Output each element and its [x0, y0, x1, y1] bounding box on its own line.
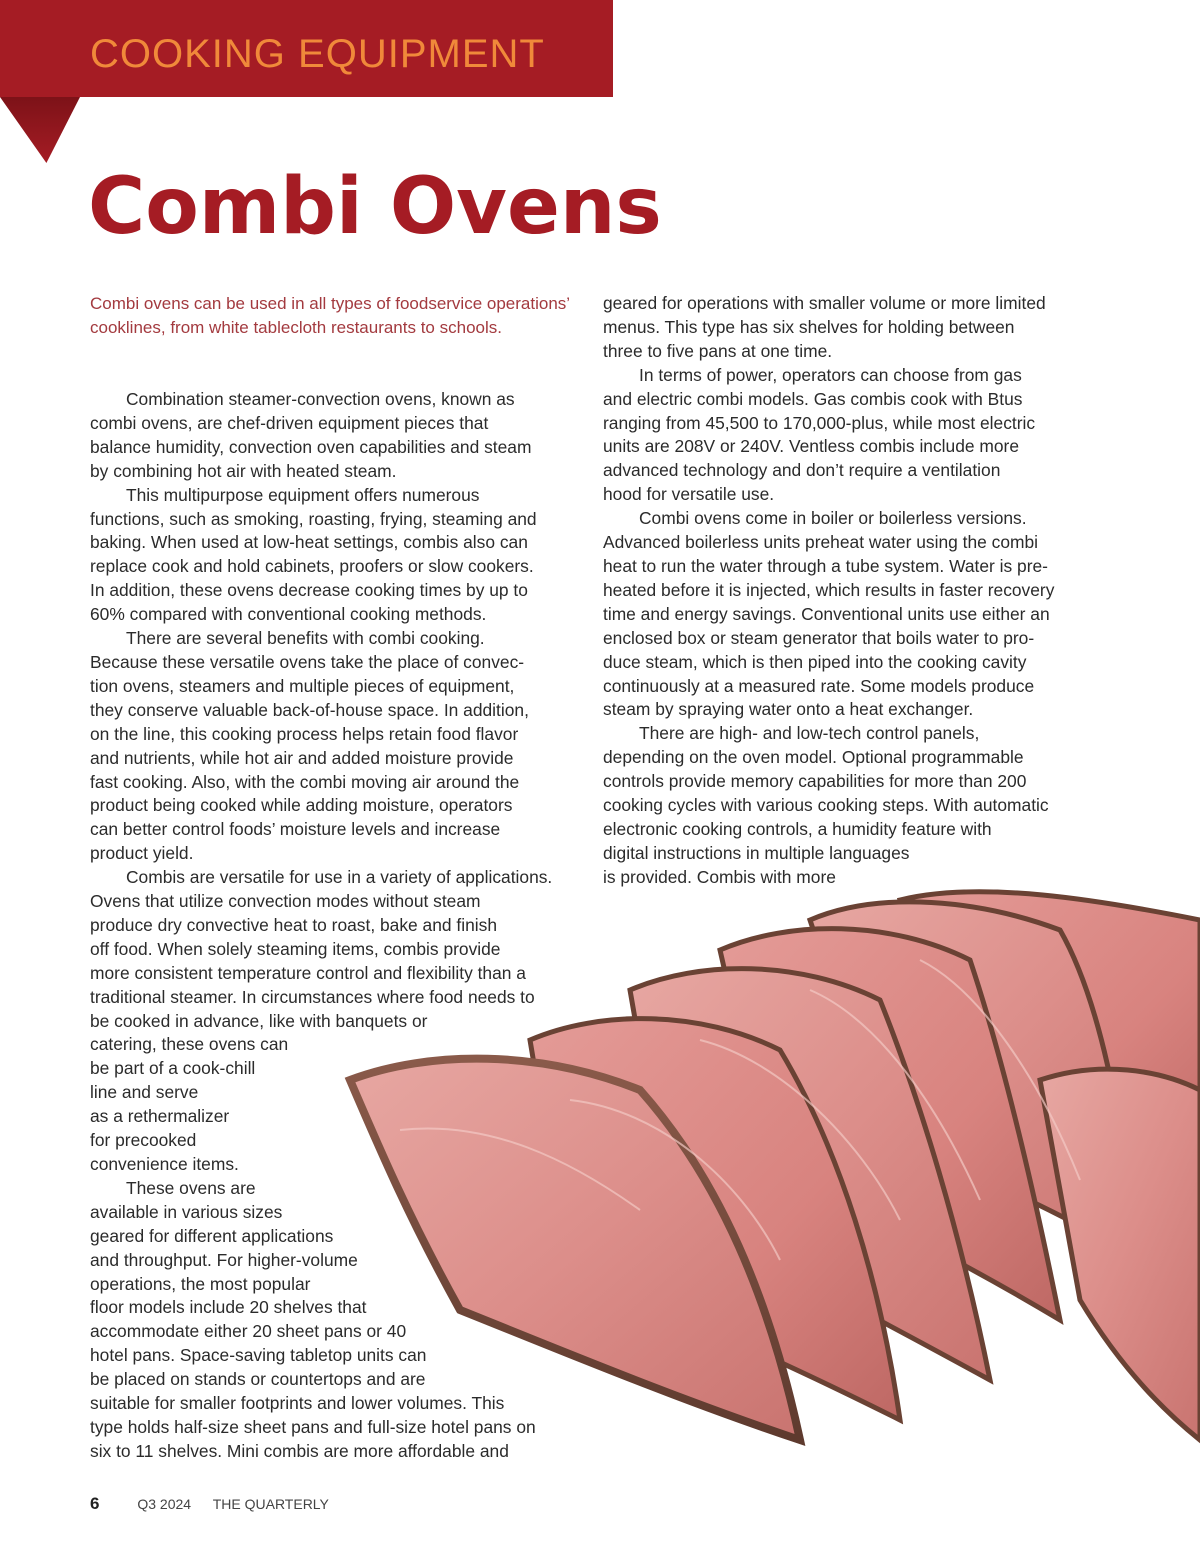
text-line: operations, the most popular: [90, 1273, 311, 1294]
page-footer: [90, 1494, 329, 1514]
text-line: and electric combi models. Gas combis cook with Btus: [603, 388, 1023, 409]
publication-name: THE QUARTERLY: [212, 1496, 329, 1512]
text-line: hood for versatile use.: [603, 484, 775, 505]
text-line: geared for different applications: [90, 1225, 334, 1246]
text-line: cooking cycles with various cooking steps. With automatic: [603, 795, 1049, 816]
text-line: depending on the oven model. Optional programmable: [603, 747, 1024, 768]
text-line: advanced technology and don’t require a ventilation: [603, 460, 1001, 481]
text-line: available in various sizes: [90, 1201, 283, 1222]
text-line: floor models include 20 shelves that: [90, 1297, 367, 1318]
page-title: Combi Ovens: [88, 162, 662, 252]
text-line: as a rethermalizer: [90, 1106, 230, 1127]
article-deck: Combi ovens can be used in all types of foodservice operations’ cooklines, from white tablecloth restaurants to schools.: [90, 294, 570, 337]
text-line: continuously at a measured rate. Some models produce: [603, 675, 1035, 696]
text-line: baking. When used at low-heat settings, combis also can: [90, 532, 528, 553]
text-line: accommodate either 20 sheet pans or 40: [90, 1321, 407, 1342]
text-line: electronic cooking controls, a humidity feature with: [603, 818, 992, 839]
text-line: off food. When solely steaming items, combis provide: [90, 938, 501, 959]
text-line: These ovens are: [126, 1177, 256, 1198]
text-line: be cooked in advance, like with banquets or: [90, 1010, 428, 1031]
text-line: Because these versatile ovens take the place of convec-: [90, 651, 525, 672]
text-line: There are several benefits with combi cooking.: [126, 628, 485, 649]
text-line: be placed on stands or countertops and are: [90, 1369, 426, 1390]
text-line: and nutrients, while hot air and added moisture provide: [90, 747, 514, 768]
text-line: traditional steamer. In circumstances where food needs to: [90, 986, 535, 1007]
text-line: hotel pans. Space-saving tabletop units can: [90, 1345, 427, 1366]
text-line: Ovens that utilize convection modes without steam: [90, 891, 481, 912]
banner-fold: [0, 97, 80, 163]
text-line: controls provide memory capabilities for more than 200: [603, 771, 1027, 792]
text-line: replace cook and hold cabinets, proofers or slow cookers.: [90, 556, 534, 577]
roast-beef-image: [340, 880, 1200, 1480]
text-line: line and serve: [90, 1082, 199, 1103]
text-line: heated before it is injected, which results in faster recovery: [603, 579, 1055, 600]
text-line: enclosed box or steam generator that boils water to pro-: [603, 627, 1035, 648]
text-line: menus. This type has six shelves for holding between: [603, 316, 1015, 337]
text-line: by combining hot air with heated steam.: [90, 460, 397, 481]
text-line: be part of a cook-chill: [90, 1058, 256, 1079]
text-line: time and energy savings. Conventional units use either an: [603, 603, 1050, 624]
page-number: 6: [90, 1494, 100, 1513]
text-line: product yield.: [90, 843, 194, 864]
section-label: COOKING EQUIPMENT: [90, 32, 545, 76]
text-line: type holds half-size sheet pans and full-size hotel pans on: [90, 1416, 536, 1437]
text-line: they conserve valuable back-of-house space. In addition,: [90, 699, 529, 720]
text-line: tion ovens, steamers and multiple pieces of equipment,: [90, 675, 515, 696]
text-line: suitable for smaller footprints and lower volumes. This: [90, 1393, 505, 1414]
text-line: ranging from 45,500 to 170,000-plus, while most electric: [603, 412, 1036, 433]
text-line: and throughput. For higher-volume: [90, 1249, 358, 1270]
text-line: combi ovens, are chef-driven equipment pieces that: [90, 412, 489, 433]
text-line: on the line, this cooking process helps retain food flavor: [90, 723, 519, 744]
text-line: heat to run the water through a tube system. Water is pre-: [603, 555, 1048, 576]
text-line: This multipurpose equipment offers numerous: [126, 484, 480, 505]
text-line: Combi ovens come in boiler or boilerless versions.: [639, 508, 1027, 529]
text-line: steam by spraying water onto a heat exchanger.: [603, 699, 974, 720]
text-line: balance humidity, convection oven capabilities and steam: [90, 436, 532, 457]
text-line: Combination steamer-convection ovens, known as: [126, 389, 515, 409]
text-line: six to 11 shelves. Mini combis are more affordable and: [90, 1440, 509, 1461]
text-line: In addition, these ovens decrease cooking times by up to: [90, 580, 528, 601]
text-line: is provided. Combis with more: [603, 866, 836, 887]
text-line: product being cooked while adding moisture, operators: [90, 795, 513, 816]
text-line: can better control foods’ moisture levels and increase: [90, 819, 501, 840]
text-line: In terms of power, operators can choose from gas: [639, 364, 1022, 385]
text-line: more consistent temperature control and flexibility than a: [90, 962, 526, 983]
text-line: duce steam, which is then piped into the cooking cavity: [603, 651, 1027, 672]
text-line: fast cooking. Also, with the combi moving air around the: [90, 771, 520, 792]
article-column-right: [603, 292, 1098, 890]
text-line: functions, such as smoking, roasting, frying, steaming and: [90, 508, 537, 529]
text-line: catering, these ovens can: [90, 1034, 289, 1055]
text-line: digital instructions in multiple languages: [603, 842, 910, 863]
text-line: geared for operations with smaller volume or more limited: [603, 293, 1046, 313]
text-line: units are 208V or 240V. Ventless combis include more: [603, 436, 1020, 457]
text-line: produce dry convective heat to roast, bake and finish: [90, 914, 497, 935]
text-line: Advanced boilerless units preheat water using the combi: [603, 532, 1039, 553]
text-line: There are high- and low-tech control panels,: [639, 723, 980, 744]
text-line: three to five pans at one time.: [603, 340, 833, 361]
text-line: convenience items.: [90, 1154, 239, 1174]
text-line: Combis are versatile for use in a variety of applications.: [126, 867, 553, 888]
issue-label: Q3 2024: [137, 1496, 192, 1512]
text-line: for precooked: [90, 1130, 197, 1151]
text-line: 60% compared with conventional cooking methods.: [90, 604, 487, 625]
